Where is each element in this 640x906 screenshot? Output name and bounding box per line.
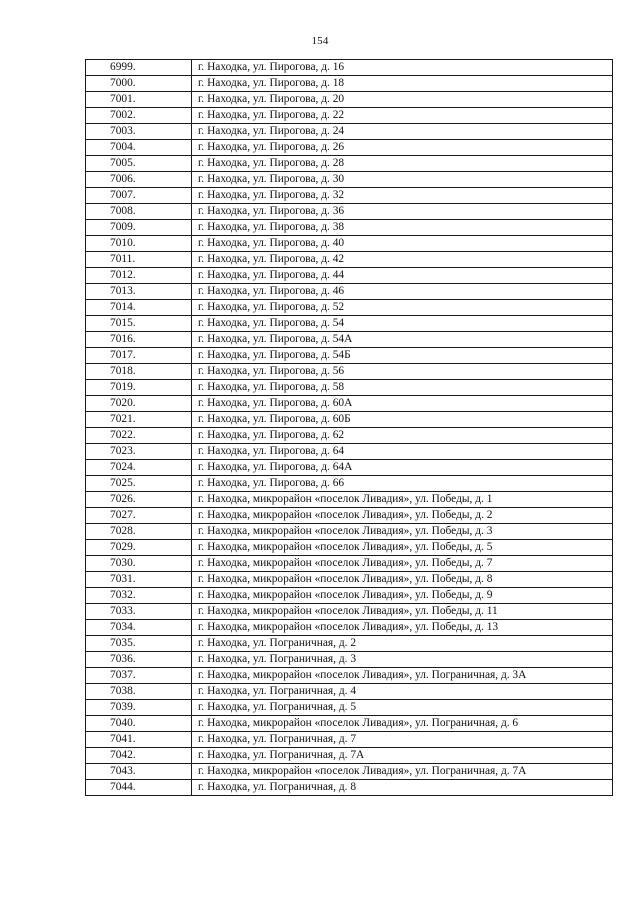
row-number-cell: 7042. [86,748,192,764]
table-row [86,652,613,668]
row-number-cell: 7002. [86,108,192,124]
row-number-cell: 7010. [86,236,192,252]
table-row [86,764,613,780]
table-row [86,620,613,636]
address-cell: г. Находка, микрорайон «поселок Ливадия», ул. Победы, д. 3 [192,524,613,540]
address-cell: г. Находка, ул. Пирогова, д. 60Б [192,412,613,428]
address-cell: г. Находка, микрорайон «поселок Ливадия», ул. Победы, д. 8 [192,572,613,588]
row-number-cell: 7003. [86,124,192,140]
table-row [86,572,613,588]
address-cell: г. Находка, ул. Пирогова, д. 52 [192,300,613,316]
table-row [86,316,613,332]
row-number-cell: 7014. [86,300,192,316]
table-row [86,460,613,476]
table-row [86,476,613,492]
row-number-cell: 7039. [86,700,192,716]
table-row [86,524,613,540]
address-cell: г. Находка, ул. Пирогова, д. 22 [192,108,613,124]
table-row [86,700,613,716]
row-number-cell: 7033. [86,604,192,620]
table-row [86,748,613,764]
row-number-cell: 7025. [86,476,192,492]
table-row [86,364,613,380]
row-number-cell: 7023. [86,444,192,460]
table-row [86,588,613,604]
table-row [86,76,613,92]
row-number-cell: 7044. [86,780,192,796]
address-cell: г. Находка, ул. Пирогова, д. 56 [192,364,613,380]
table-row [86,684,613,700]
address-cell: г. Находка, ул. Пирогова, д. 18 [192,76,613,92]
address-cell: г. Находка, микрорайон «поселок Ливадия», ул. Победы, д. 1 [192,492,613,508]
row-number-cell: 7004. [86,140,192,156]
row-number-cell: 7038. [86,684,192,700]
address-cell: г. Находка, ул. Пирогова, д. 62 [192,428,613,444]
row-number-cell: 7032. [86,588,192,604]
address-cell: г. Находка, ул. Пограничная, д. 2 [192,636,613,652]
table-row [86,220,613,236]
row-number-cell: 7037. [86,668,192,684]
address-cell: г. Находка, ул. Пирогова, д. 46 [192,284,613,300]
row-number-cell: 7012. [86,268,192,284]
row-number-cell: 7035. [86,636,192,652]
address-cell: г. Находка, микрорайон «поселок Ливадия», ул. Пограничная, д. 7А [192,764,613,780]
address-cell: г. Находка, ул. Пирогова, д. 30 [192,172,613,188]
row-number-cell: 7031. [86,572,192,588]
table-row [86,540,613,556]
address-cell: г. Находка, микрорайон «поселок Ливадия», ул. Победы, д. 11 [192,604,613,620]
table-row [86,396,613,412]
address-cell: г. Находка, ул. Пирогова, д. 64 [192,444,613,460]
table-row [86,124,613,140]
address-cell: г. Находка, ул. Пирогова, д. 32 [192,188,613,204]
row-number-cell: 7013. [86,284,192,300]
row-number-cell: 7015. [86,316,192,332]
address-cell: г. Находка, микрорайон «поселок Ливадия», ул. Победы, д. 9 [192,588,613,604]
table-row [86,412,613,428]
address-cell: г. Находка, ул. Пирогова, д. 54А [192,332,613,348]
row-number-cell: 7036. [86,652,192,668]
row-number-cell: 7008. [86,204,192,220]
table-row [86,204,613,220]
table-row [86,268,613,284]
page-number: 154 [311,35,329,47]
table-row [86,284,613,300]
address-cell: г. Находка, ул. Пограничная, д. 3 [192,652,613,668]
table-row [86,156,613,172]
address-cell: г. Находка, ул. Пирогова, д. 24 [192,124,613,140]
table-row [86,108,613,124]
table-row [86,60,613,76]
row-number-cell: 7011. [86,252,192,268]
address-table [85,59,613,796]
row-number-cell: 6999. [86,60,192,76]
table-row [86,668,613,684]
address-cell: г. Находка, ул. Пирогова, д. 44 [192,268,613,284]
table-row [86,444,613,460]
address-cell: г. Находка, ул. Пограничная, д. 4 [192,684,613,700]
table-row [86,172,613,188]
table-row [86,636,613,652]
row-number-cell: 7016. [86,332,192,348]
address-cell: г. Находка, ул. Пирогова, д. 28 [192,156,613,172]
address-cell: г. Находка, ул. Пирогова, д. 64А [192,460,613,476]
row-number-cell: 7018. [86,364,192,380]
table-row [86,492,613,508]
row-number-cell: 7007. [86,188,192,204]
table-row [86,428,613,444]
address-cell: г. Находка, ул. Пирогова, д. 54 [192,316,613,332]
address-cell: г. Находка, ул. Пирогова, д. 36 [192,204,613,220]
address-cell: г. Находка, ул. Пирогова, д. 60А [192,396,613,412]
table-row [86,556,613,572]
address-cell: г. Находка, ул. Пирогова, д. 58 [192,380,613,396]
table-row [86,348,613,364]
row-number-cell: 7020. [86,396,192,412]
address-cell: г. Находка, ул. Пирогова, д. 54Б [192,348,613,364]
table-row [86,140,613,156]
address-cell: г. Находка, ул. Пограничная, д. 7А [192,748,613,764]
table-row [86,604,613,620]
row-number-cell: 7028. [86,524,192,540]
table-row [86,92,613,108]
row-number-cell: 7040. [86,716,192,732]
address-cell: г. Находка, ул. Пирогова, д. 42 [192,252,613,268]
address-cell: г. Находка, микрорайон «поселок Ливадия», ул. Победы, д. 5 [192,540,613,556]
table-row [86,380,613,396]
row-number-cell: 7024. [86,460,192,476]
address-cell: г. Находка, ул. Пирогова, д. 40 [192,236,613,252]
address-table-body [86,60,613,796]
row-number-cell: 7005. [86,156,192,172]
row-number-cell: 7026. [86,492,192,508]
address-cell: г. Находка, микрорайон «поселок Ливадия», ул. Победы, д. 7 [192,556,613,572]
address-cell: г. Находка, ул. Пограничная, д. 8 [192,780,613,796]
row-number-cell: 7019. [86,380,192,396]
table-row [86,188,613,204]
table-row [86,780,613,796]
row-number-cell: 7030. [86,556,192,572]
row-number-cell: 7034. [86,620,192,636]
row-number-cell: 7001. [86,92,192,108]
table-row [86,732,613,748]
row-number-cell: 7043. [86,764,192,780]
address-cell: г. Находка, ул. Пирогова, д. 26 [192,140,613,156]
row-number-cell: 7000. [86,76,192,92]
address-cell: г. Находка, ул. Пограничная, д. 5 [192,700,613,716]
address-cell: г. Находка, ул. Пирогова, д. 38 [192,220,613,236]
row-number-cell: 7027. [86,508,192,524]
table-row [86,716,613,732]
address-cell: г. Находка, микрорайон «поселок Ливадия», ул. Пограничная, д. 3А [192,668,613,684]
address-cell: г. Находка, ул. Пограничная, д. 7 [192,732,613,748]
address-cell: г. Находка, ул. Пирогова, д. 66 [192,476,613,492]
row-number-cell: 7006. [86,172,192,188]
address-cell: г. Находка, микрорайон «поселок Ливадия», ул. Победы, д. 2 [192,508,613,524]
address-cell: г. Находка, ул. Пирогова, д. 16 [192,60,613,76]
table-row [86,252,613,268]
row-number-cell: 7029. [86,540,192,556]
row-number-cell: 7021. [86,412,192,428]
row-number-cell: 7022. [86,428,192,444]
row-number-cell: 7017. [86,348,192,364]
row-number-cell: 7041. [86,732,192,748]
row-number-cell: 7009. [86,220,192,236]
address-cell: г. Находка, микрорайон «поселок Ливадия», ул. Пограничная, д. 6 [192,716,613,732]
table-row [86,236,613,252]
address-cell: г. Находка, ул. Пирогова, д. 20 [192,92,613,108]
address-cell: г. Находка, микрорайон «поселок Ливадия», ул. Победы, д. 13 [192,620,613,636]
table-row [86,300,613,316]
table-row [86,332,613,348]
table-row [86,508,613,524]
